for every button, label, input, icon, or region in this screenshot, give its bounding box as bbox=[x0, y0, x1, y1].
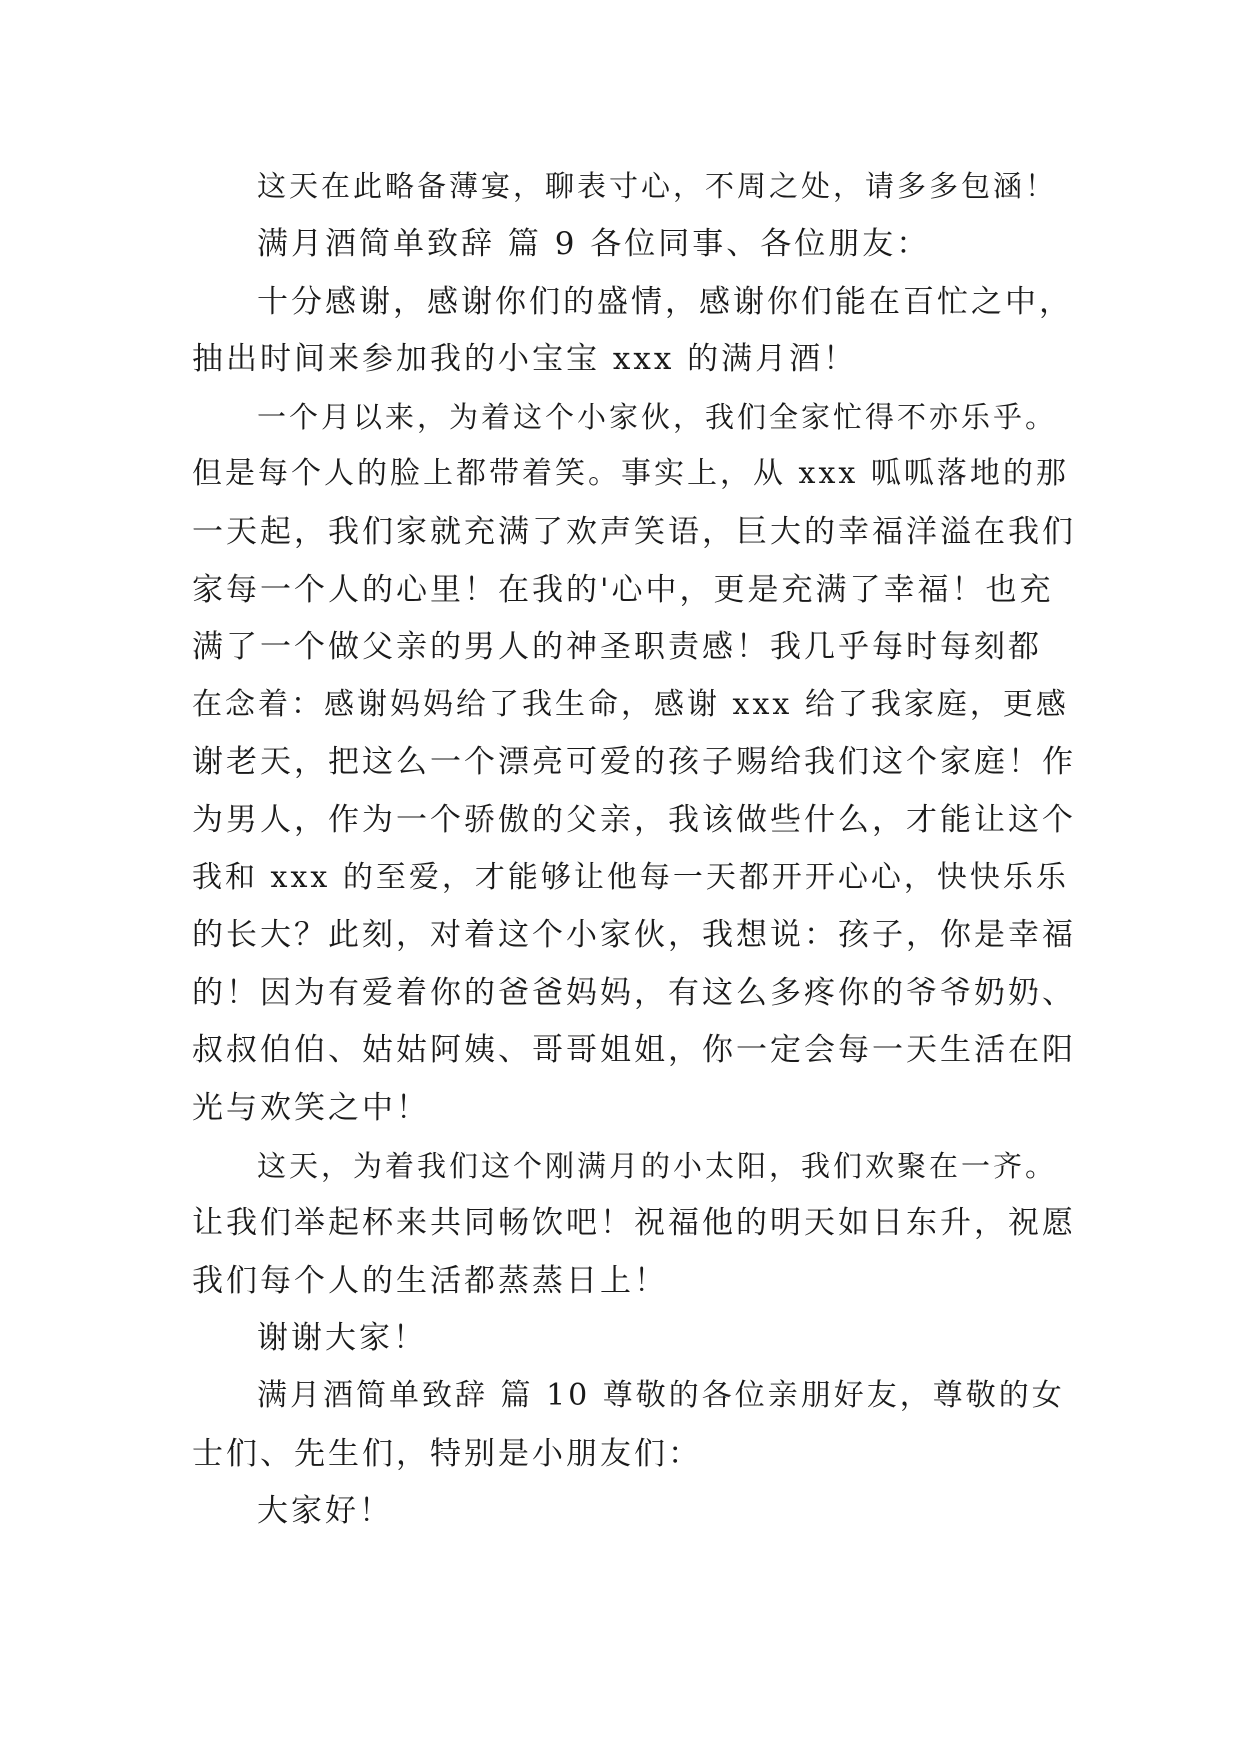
text-line: 谢老天，把这么一个漂亮可爱的孩子赐给我们这个家庭！作 bbox=[192, 744, 1076, 780]
section-heading: 满月酒简单致辞 篇 10 尊敬的各位亲朋好友，尊敬的女 bbox=[257, 1378, 1065, 1413]
text-line: 叔叔伯伯、姑姑阿姨、哥哥姐姐，你一定会每一天生活在阳 bbox=[192, 1032, 1076, 1068]
text-line: 大家好！ bbox=[257, 1493, 393, 1529]
text-line: 一天起，我们家就充满了欢声笑语，巨大的幸福洋溢在我们 bbox=[192, 514, 1076, 550]
text-line: 的长大？此刻，对着这个小家伙，我想说：孩子，你是幸福 bbox=[192, 917, 1076, 953]
text-line: 的！因为有爱着你的爸爸妈妈，有这么多疼你的爷爷奶奶、 bbox=[192, 975, 1076, 1011]
text-line: 我们每个人的生活都蒸蒸日上！ bbox=[192, 1263, 668, 1299]
section-heading: 满月酒简单致辞 篇 9 各位同事、各位朋友： bbox=[257, 226, 931, 262]
text-line: 抽出时间来参加我的小宝宝 xxx 的满月酒！ bbox=[192, 341, 858, 377]
text-line: 让我们举起杯来共同畅饮吧！祝福他的明天如日东升，祝愿 bbox=[192, 1205, 1076, 1241]
text-line: 光与欢笑之中！ bbox=[192, 1090, 430, 1126]
text-line: 满了一个做父亲的男人的神圣职责感！我几乎每时每刻都 bbox=[192, 629, 1042, 665]
text-line: 十分感谢，感谢你们的盛情，感谢你们能在百忙之中， bbox=[257, 284, 1073, 320]
text-line: 但是每个人的脸上都带着笑。事实上，从 xxx 呱呱落地的那 bbox=[192, 456, 1069, 491]
text-line: 谢谢大家！ bbox=[257, 1320, 427, 1356]
text-line: 我和 xxx 的至爱，才能够让他每一天都开开心心，快快乐乐 bbox=[192, 860, 1069, 895]
text-line: 家每一个人的心里！在我的'心中，更是充满了幸福！也充 bbox=[192, 572, 1054, 608]
text-line: 士们、先生们，特别是小朋友们： bbox=[192, 1436, 702, 1472]
text-line: 在念着：感谢妈妈给了我生命，感谢 xxx 给了我家庭，更感 bbox=[192, 687, 1069, 722]
text-line: 为男人，作为一个骄傲的父亲，我该做些什么，才能让这个 bbox=[192, 802, 1076, 838]
text-line: 这天，为着我们这个刚满月的小太阳，我们欢聚在一齐。 bbox=[257, 1149, 1058, 1183]
text-line: 一个月以来，为着这个小家伙，我们全家忙得不亦乐乎。 bbox=[257, 400, 1058, 434]
text-line: 这天在此略备薄宴，聊表寸心，不周之处，请多多包涵！ bbox=[257, 169, 1058, 203]
